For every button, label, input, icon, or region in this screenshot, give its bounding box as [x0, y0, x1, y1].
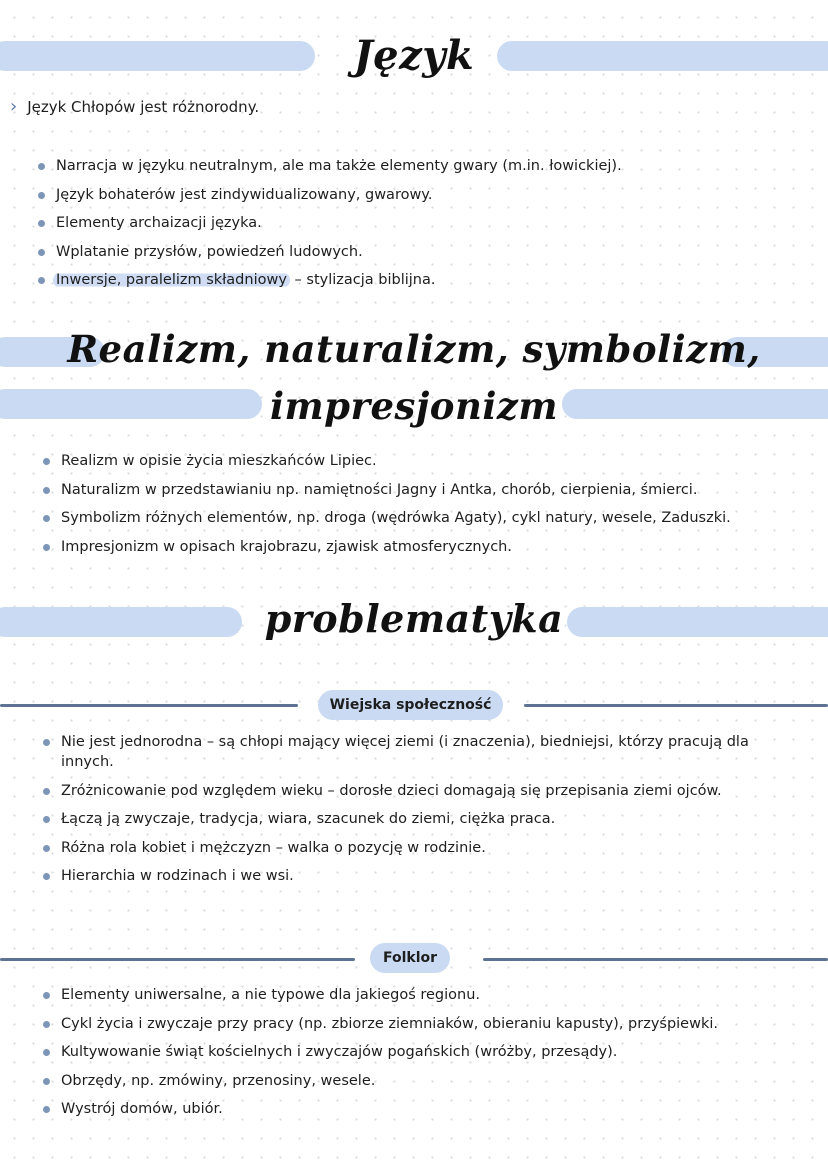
list-item: Inwersje, paralelizm składniowy – stylizacja biblijna. [38, 270, 778, 290]
bullet-icon [38, 163, 45, 170]
highlighted-text: Inwersje, paralelizm składniowy [53, 272, 290, 288]
chevron-right-icon: › [10, 96, 18, 117]
jezyk-list [38, 156, 778, 299]
list-item: Elementy uniwersalne, a nie typowe dla jakiegoś regionu. [43, 985, 783, 1005]
folklor-list [43, 985, 783, 1128]
list-item: Naturalizm w przedstawianiu np. namiętności Jagny i Antka, chorób, cierpienia, śmierci. [43, 480, 783, 500]
section-title-nurty-line2: impresjonizm [269, 384, 559, 428]
bullet-icon [43, 788, 50, 795]
bullet-icon [38, 277, 45, 284]
bullet-icon [43, 816, 50, 823]
section-title-problematyka: problematyka [264, 596, 564, 641]
divider-line [483, 958, 828, 961]
list-item: Symbolizm różnych elementów, np. droga (wędrówka Agaty), cykl natury, wesele, Zaduszki. [43, 508, 783, 528]
subsection-label-wiejska: Wiejska społeczność [318, 690, 503, 720]
bullet-icon [38, 220, 45, 227]
bullet-icon [38, 192, 45, 199]
bullet-icon [43, 544, 50, 551]
bullet-icon [43, 873, 50, 880]
bullet-icon [43, 1021, 50, 1028]
list-item: Wplatanie przysłów, powiedzeń ludowych. [38, 242, 778, 262]
divider-line [0, 958, 355, 961]
bullet-icon [43, 1106, 50, 1113]
bullet-icon [43, 458, 50, 465]
list-item: Cykl życia i zwyczaje przy pracy (np. zbiorze ziemniaków, obieraniu kapusty), przyśpiewki. [43, 1014, 783, 1034]
bullet-icon [43, 1049, 50, 1056]
list-item: Różna rola kobiet i mężczyzn – walka o pozycję w rodzinie. [43, 838, 783, 858]
bullet-icon [43, 992, 50, 999]
list-item: Realizm w opisie życia mieszkańców Lipiec. [43, 451, 783, 471]
list-item: Impresjonizm w opisach krajobrazu, zjawisk atmosferycznych. [43, 537, 783, 557]
nurty-list [43, 451, 783, 565]
list-item: Zróżnicowanie pod względem wieku – dorosłe dzieci domagają się przepisania ziemi ojców. [43, 781, 783, 801]
bullet-icon [43, 487, 50, 494]
list-item: Nie jest jednorodna – są chłopi mający więcej ziemi (i znaczenia), biedniejsi, którzy pracują dla innych. [43, 732, 783, 772]
divider-line [524, 704, 828, 707]
list-item: Elementy archaizacji języka. [38, 213, 778, 233]
bullet-icon [43, 845, 50, 852]
bullet-icon [43, 739, 50, 746]
divider-line [0, 704, 298, 707]
list-item: Kultywowanie świąt kościelnych i zwyczajów pogańskich (wróżby, przesądy). [43, 1042, 783, 1062]
list-item: Łączą ją zwyczaje, tradycja, wiara, szacunek do ziemi, ciężka praca. [43, 809, 783, 829]
list-item: Język bohaterów jest zindywidualizowany, gwarowy. [38, 185, 778, 205]
section-title-jezyk: Język [353, 32, 475, 79]
lead-statement [10, 98, 259, 116]
list-item: Obrzędy, np. zmówiny, przenosiny, wesele. [43, 1071, 783, 1091]
wiejska-list [43, 732, 783, 895]
section-title-nurty-line1: Realizm, naturalizm, symbolizm, [67, 327, 761, 371]
list-item: Hierarchia w rodzinach i we wsi. [43, 866, 783, 886]
list-item: Narracja w języku neutralnym, ale ma także elementy gwary (m.in. łowickiej). [38, 156, 778, 176]
subsection-label-folklor: Folklor [370, 943, 450, 973]
lead-text: Język Chłopów jest różnorodny. [27, 98, 260, 116]
bullet-icon [43, 1078, 50, 1085]
bullet-icon [43, 515, 50, 522]
list-item: Wystrój domów, ubiór. [43, 1099, 783, 1119]
bullet-icon [38, 249, 45, 256]
